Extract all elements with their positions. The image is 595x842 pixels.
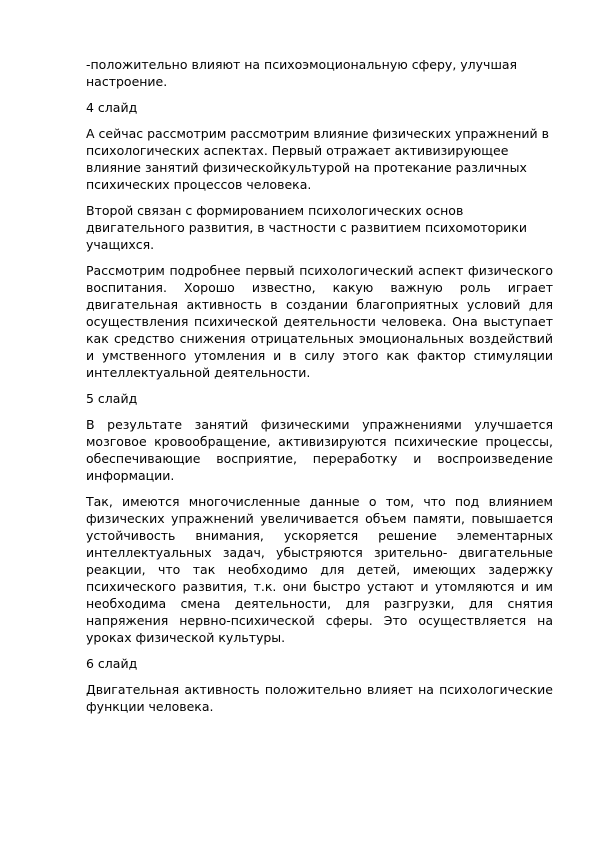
slide-6-heading: 6 слайд: [86, 656, 138, 671]
slide-5-heading: 5 слайд: [86, 391, 138, 406]
paragraph-psychological-aspects: А сейчас рассмотрим рассмотрим влияние физических упражнений в психологических аспектах. Первый отражает активизирующее влияние занятий физическойкультурой на протекание различных психических процессов человека.: [86, 126, 550, 192]
paragraph-mood: -положительно влияют на психоэмоциональную сферу, улучшая настроение.: [86, 57, 518, 89]
document-page: [86, 56, 553, 724]
slide-4-heading: 4 слайд: [86, 100, 138, 115]
paragraph-memory-attention: Так, имеются многочисленные данные о том, что под влиянием физических упражнений увеличивается объем памяти, повышается устойчивость внимания, ускоряется решение элементарных интеллектуальных задач, убыстряются зрительно- двигательные реакции, что так необходимо для детей, имеющих задержку психического развития, т.к. они быстро устают и утомляются и им необходима смена деятельности, для разгрузки, для снятия напряжения нервно-психической сферы. Это осуществляется на уроках физической культуры.: [86, 494, 553, 645]
paragraph-motor-activity: Двигательная активность положительно влияет на психологические функции человека.: [86, 682, 553, 714]
paragraph-exercise-results: В результате занятий физическими упражнениями улучшается мозговое кровообращение, активизируются психические процессы, обеспечивающие восприятие, переработку и воспроизведение информации.: [86, 417, 553, 483]
paragraph-motor-development: Второй связан с формированием психологических основ двигательного развития, в частности с развитием психомоторики учащихся.: [86, 203, 527, 252]
paragraph-first-aspect: Рассмотрим подробнее первый психологический аспект физического воспитания. Хорошо известно, какую важную роль играет двигательная активность в создании благоприятных условий для осуществления психической деятельности человека. Она выступает как средство снижения отрицательных эмоциональных воздействий и умственного утомления и в силу этого как фактор стимуляции интеллектуальной деятельности.: [86, 263, 553, 380]
